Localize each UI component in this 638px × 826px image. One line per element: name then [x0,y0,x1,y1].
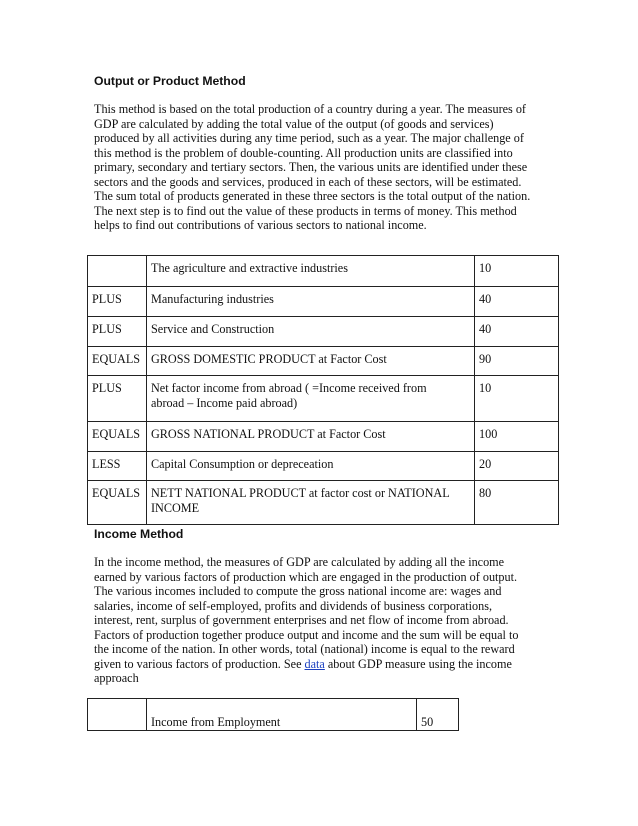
item-cell: Capital Consumption or depreceation [147,452,475,481]
paragraph-line: sectors and the goods and services, produced in each of these sectors, will be estimated. [94,174,522,189]
operator-cell: EQUALS [88,422,147,452]
paragraph-line: this method is the problem of double-counting. All production units are classified into [94,145,513,160]
item-cell [147,376,475,422]
output-method-heading: Output or Product Method [94,74,246,88]
paragraph-line: GDP are calculated by adding the total value of the output (of goods and services) [94,116,494,131]
paragraph-line: The next step is to find out the value of these products in terms of money. This method [94,203,517,218]
table-row [88,287,559,317]
item-cell: GROSS NATIONAL PRODUCT at Factor Cost [147,422,475,452]
table-row [88,481,559,525]
income-method-heading: Income Method [94,527,184,541]
table-row [88,376,559,422]
operator-cell: PLUS [88,376,147,422]
table-row [88,699,459,731]
value-cell: 90 [475,347,559,376]
paragraph-line: salaries, income of self-employed, profits and dividends of business corporations, [94,598,493,613]
operator-cell [88,699,147,731]
item-line: INCOME [151,500,200,515]
output-method-paragraph [94,102,556,233]
paragraph-line: earned by various factors of production which are engaged in the production of output. [94,569,518,584]
table-row [88,256,559,287]
paragraph-line: In the income method, the measures of GDP are calculated by adding all the income [94,555,505,569]
line-text: about GDP measure using the income [324,656,512,671]
paragraph-line [94,657,556,672]
operator-cell: EQUALS [88,347,147,376]
value-cell: 40 [475,317,559,347]
paragraph-line: The sum total of products generated in these three sectors is the total output of the nation. [94,189,531,204]
value-cell: 100 [475,422,559,452]
paragraph-line: Factors of production together produce output and income and the sum will be equal to [94,627,519,642]
paragraph-line: produced by all activities during any time period, such as a year. The major challenge of [94,131,524,146]
paragraph-line: the income of the nation. In other words, total (national) income is equal to the reward [94,642,515,657]
item-cell: Manufacturing industries [147,287,475,317]
value-cell: 20 [475,452,559,481]
data-link[interactable]: data [304,656,325,671]
output-method-table [87,255,559,525]
item-cell: Income from Employment [147,699,417,731]
paragraph-line: This method is based on the total production of a country during a year. The measures of [94,102,526,116]
paragraph-line: helps to find out contributions of various sectors to national income. [94,218,427,233]
table-row [88,347,559,376]
paragraph-line: interest, rent, surplus of government enterprises and net flow of income from abroad. [94,613,509,628]
paragraph-line: The various incomes included to compute the gross national income are: wages and [94,584,502,599]
table-row [88,422,559,452]
item-cell: The agriculture and extractive industries [147,256,475,287]
value-cell: 10 [475,256,559,287]
item-line: abroad – Income paid abroad) [151,395,298,410]
value-cell: 10 [475,376,559,422]
table-row [88,317,559,347]
income-method-table [87,698,459,731]
paragraph-line: approach [94,671,139,686]
paragraph-line: primary, secondary and tertiary sectors. Then, the various units are identified under these [94,160,528,175]
operator-cell: EQUALS [88,481,147,525]
item-cell: Service and Construction [147,317,475,347]
line-text: given to various factors of production. See [94,656,305,671]
value-cell: 80 [475,481,559,525]
operator-cell: PLUS [88,287,147,317]
item-cell [147,481,475,525]
item-line: Net factor income from abroad ( =Income received from [151,381,427,395]
value-cell: 40 [475,287,559,317]
operator-cell [88,256,147,287]
income-method-paragraph [94,555,556,686]
item-line: NETT NATIONAL PRODUCT at factor cost or NATIONAL [151,486,450,500]
table-row [88,452,559,481]
operator-cell: PLUS [88,317,147,347]
value-cell: 50 [417,699,459,731]
item-cell: GROSS DOMESTIC PRODUCT at Factor Cost [147,347,475,376]
operator-cell: LESS [88,452,147,481]
